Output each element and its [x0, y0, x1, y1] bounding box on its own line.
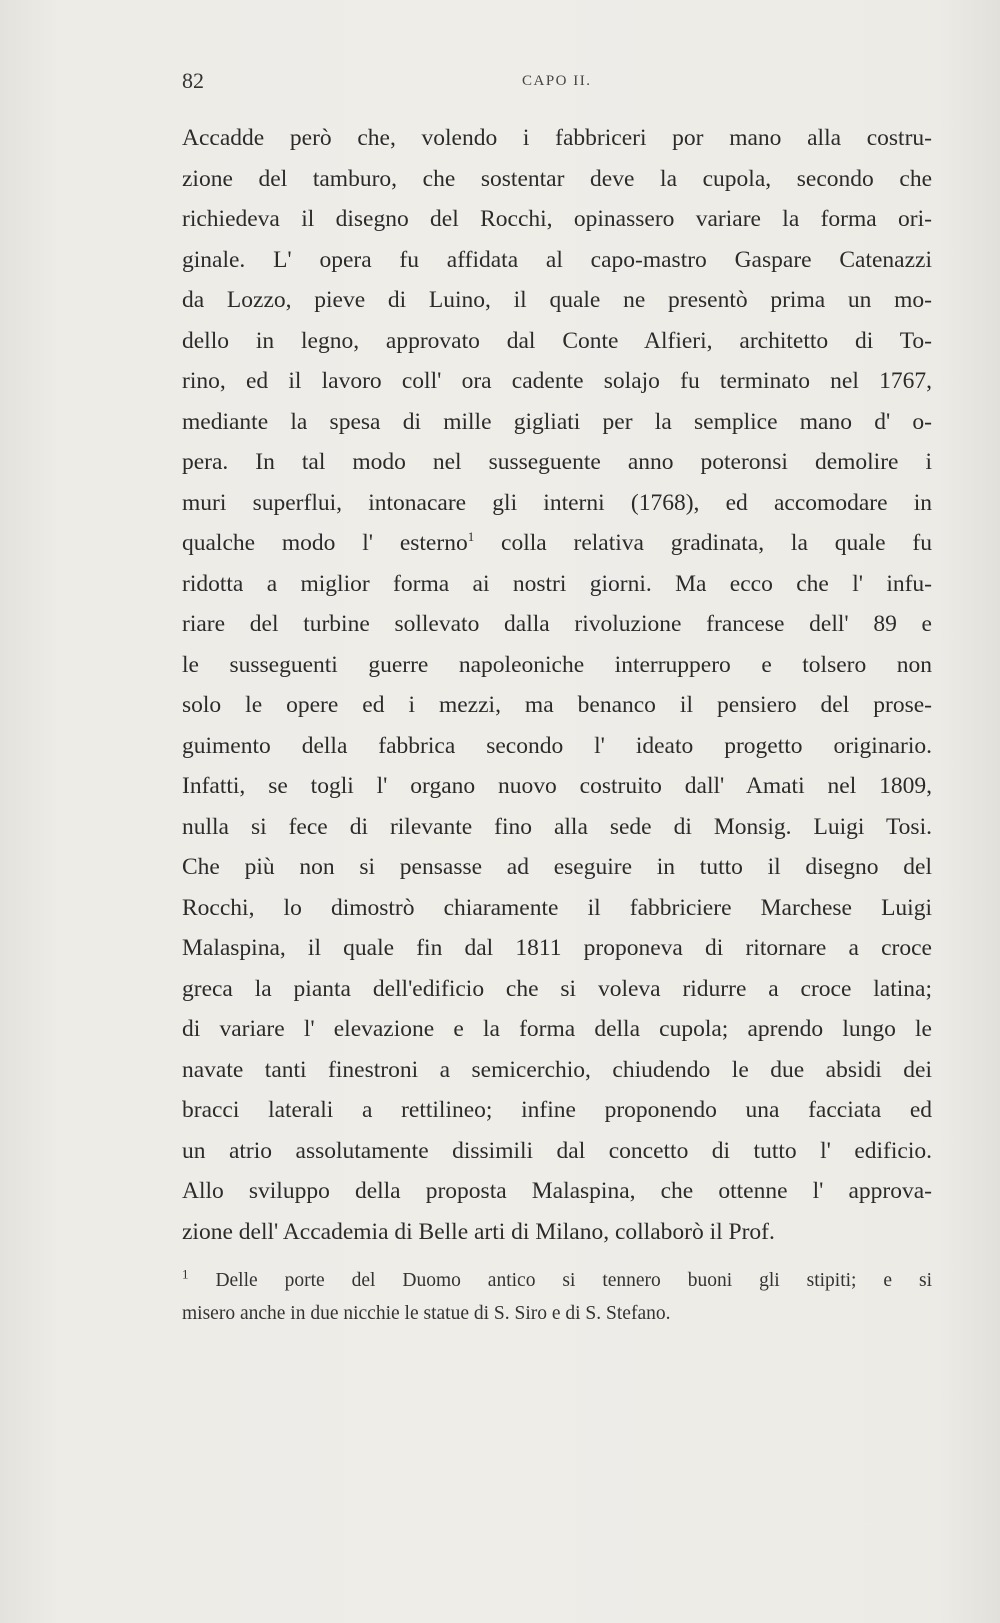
text-line: rino, ed il lavoro coll' ora cadente solajo fu terminato nel 1767, — [182, 368, 932, 394]
text-line: bracci laterali a rettilineo; infine proponendo una facciata ed — [182, 1097, 932, 1123]
footnote-text: Delle porte del Duomo antico si tennero buoni gli stipiti; e si — [188, 1270, 932, 1291]
text-line: riare del turbine sollevato dalla rivoluzione francese dell' 89 e — [182, 611, 932, 637]
text-line: Infatti, se togli l' organo nuovo costruito dall' Amati nel 1809, — [182, 773, 932, 799]
text-line-with-note — [182, 523, 932, 564]
text-line: Allo sviluppo della proposta Malaspina, che ottenne l' approva- — [182, 1178, 932, 1204]
running-head — [182, 68, 822, 102]
footnote-line: misero anche in due nicchie le statue di S. Siro e di S. Stefano. — [182, 1303, 671, 1324]
text-line: richiedeva il disegno del Rocchi, opinassero variare la forma ori- — [182, 206, 932, 232]
text-line: greca la pianta dell'edificio che si voleva ridurre a croce latina; — [182, 975, 932, 1002]
text-line: mediante la spesa di mille gigliati per la semplice mano d' o- — [182, 408, 932, 435]
text-line: nulla si fece di rilevante fino alla sede di Monsig. Luigi Tosi. — [182, 813, 932, 840]
text-line: ridotta a miglior forma ai nostri giorni. Ma ecco che l' infu- — [182, 570, 932, 597]
text-line: guimento della fabbrica secondo l' ideato progetto originario. — [182, 732, 932, 759]
footnote-line — [182, 1264, 932, 1297]
text-line: pera. In tal modo nel susseguente anno poteronsi demolire i — [182, 449, 932, 475]
text-line: navate tanti finestroni a semicerchio, chiudendo le due absidi dei — [182, 1056, 932, 1083]
text-line: dello in legno, approvato dal Conte Alfieri, architetto di To- — [182, 327, 932, 354]
page-number: 82 — [182, 68, 204, 93]
text-line: Malaspina, il quale fin dal 1811 proponeva di ritornare a croce — [182, 935, 932, 961]
footnote-mark: 1 — [182, 1266, 189, 1282]
text-line: le susseguenti guerre napoleoniche interruppero e tolsero non — [182, 651, 932, 678]
text-segment: qualche modo l' esterno — [182, 530, 468, 556]
text-line: Rocchi, lo dimostrò chiaramente il fabbriciere Marchese Luigi — [182, 894, 932, 921]
text-line: Accadde però che, volendo i fabbriceri por mano alla costru- — [182, 125, 932, 151]
text-line: zione dell' Accademia di Belle arti di Milano, collaborò il Prof. — [182, 1218, 775, 1245]
text-line: Che più non si pensasse ad eseguire in tutto il disegno del — [182, 854, 932, 880]
text-line: di variare l' elevazione e la forma della cupola; aprendo lungo le — [182, 1016, 932, 1042]
text-line: muri superflui, intonacare gli interni (1768), ed accomodare in — [182, 489, 932, 516]
footnote-reference: 1 — [467, 529, 475, 545]
chapter-heading: CAPO II. — [522, 73, 592, 89]
text-line: ginale. L' opera fu affidata al capo-mastro Gaspare Catenazzi — [182, 246, 932, 273]
body-text — [182, 118, 932, 1252]
text-line: solo le opere ed i mezzi, ma benanco il pensiero del prose- — [182, 692, 932, 718]
text-segment: colla relativa gradinata, la quale fu — [474, 530, 932, 556]
footnote — [182, 1264, 932, 1330]
text-line: da Lozzo, pieve di Luino, il quale ne presentò prima un mo- — [182, 287, 932, 313]
text-line: zione del tamburo, che sostentar deve la cupola, secondo che — [182, 165, 932, 192]
text-line: un atrio assolutamente dissimili dal concetto di tutto l' edificio. — [182, 1137, 932, 1164]
